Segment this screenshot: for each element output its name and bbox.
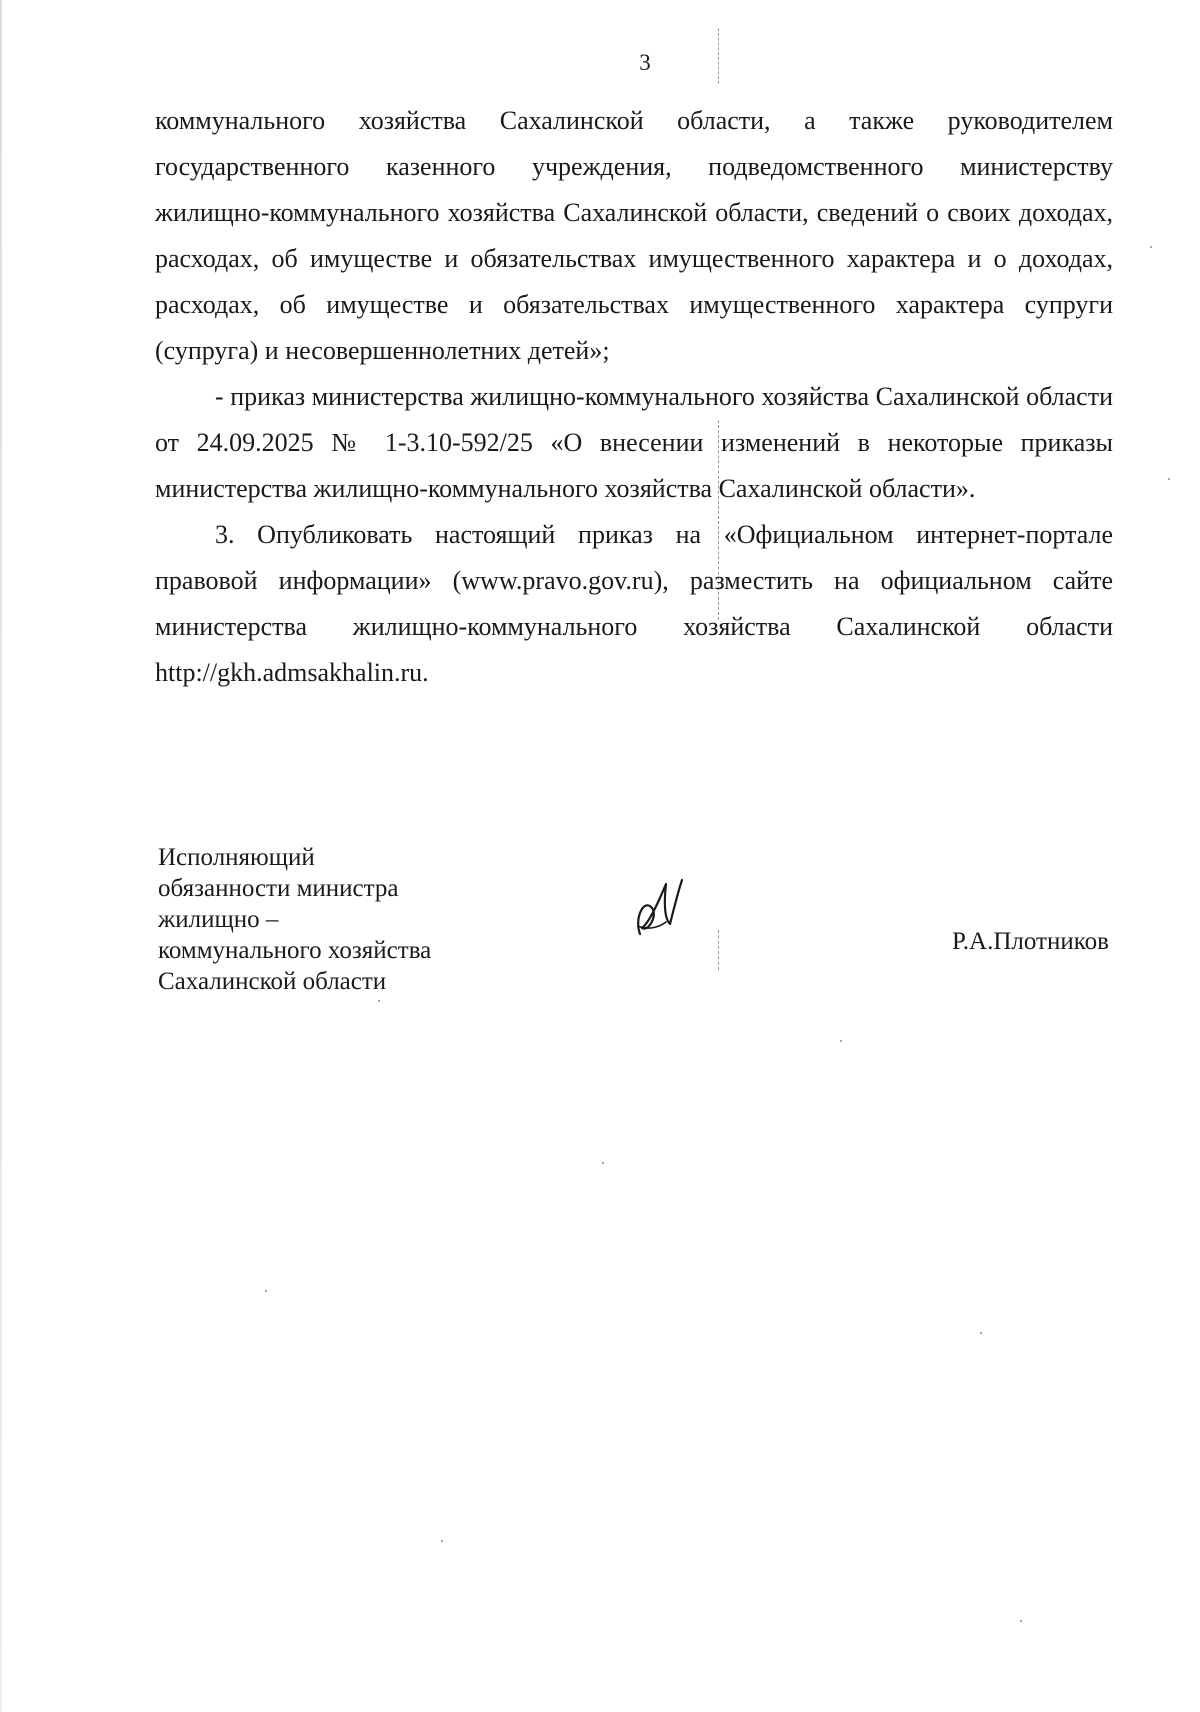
paragraph-publication: 3. Опубликовать настоящий приказ на «Официальном интернет-портале правовой информации» (www.pravo.gov.ru), разместить на официальном сайте министерства жилищно-коммунального хозяйства Сахалинской области http://gkh.admsakhalin.ru. [155,520,1113,687]
scan-speck [980,1332,982,1334]
fold-line-lower [718,930,719,970]
position-line: Исполняющий [158,844,315,871]
position-line: жилищно – [158,906,279,933]
scan-speck [441,1540,443,1542]
scan-speck [840,1040,842,1042]
scan-speck [1168,478,1170,480]
scan-edge [0,0,2,1712]
position-line: коммунального хозяйства [158,937,432,964]
scan-speck [265,1290,267,1292]
position-line: Сахалинской области [158,968,387,995]
scan-speck [378,1000,380,1002]
paragraph-continuation: коммунального хозяйства Сахалинской области, а также руководителем государственного казенного учреждения, подведомственного министерству жилищно-коммунального хозяйства Сахалинской области, сведений о своих доходах, расходах, об имуществе и обязательствах имущественного характера и о доходах, расходах, об имуществе и обязательствах имущественного характера супруги (супруга) и несовершеннолетних детей»; [155,106,1113,365]
scan-speck [1150,246,1152,248]
page-number: 3 [639,50,651,75]
scan-speck [1020,1620,1022,1622]
scan-speck [602,1162,604,1164]
signer-name: Р.А.Плотников [952,928,1109,955]
signature-scribble-icon [630,878,686,942]
signatory-position [158,842,431,997]
position-line: обязанности министра [158,875,399,902]
body-text [155,98,1113,696]
paragraph-order-item: - приказ министерства жилищно-коммунального хозяйства Сахалинской области от 24.09.2025 № 1-3.10-592/25 «О внесении изменений в некоторые приказы министерства жилищно-коммунального хозяйства Сахалинской области». [155,382,1113,503]
